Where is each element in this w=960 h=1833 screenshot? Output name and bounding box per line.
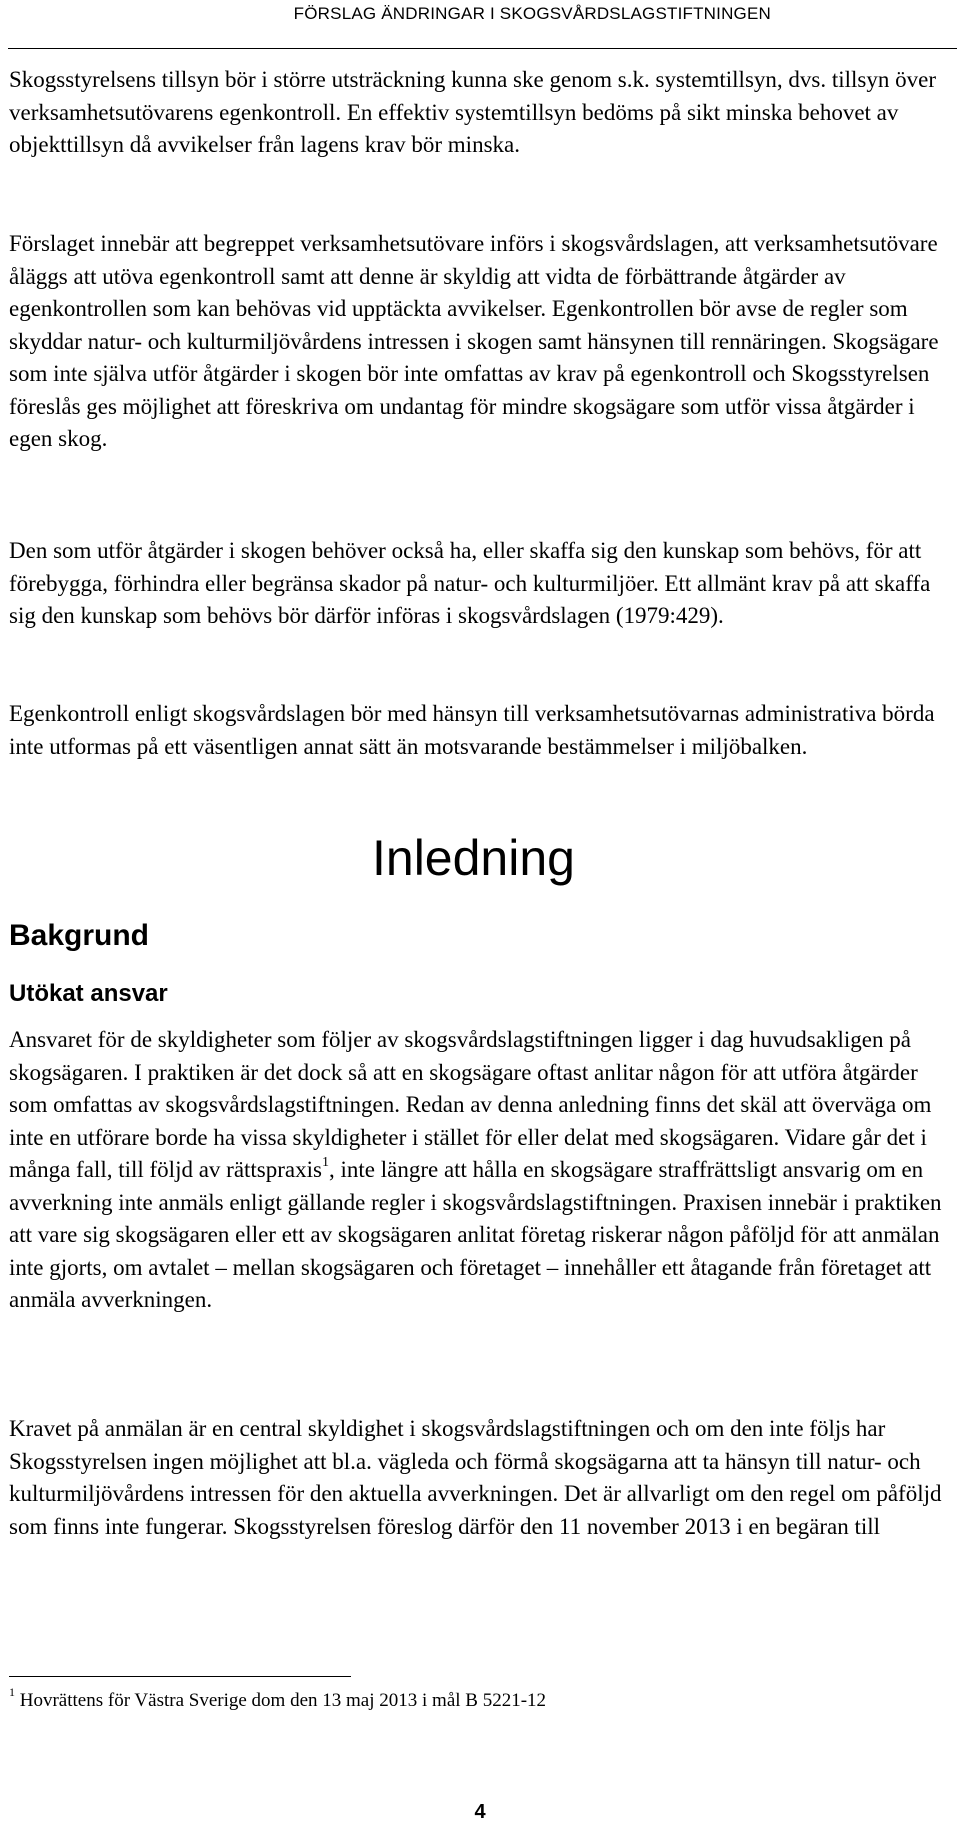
page-number: 4 bbox=[474, 1801, 486, 1823]
section-heading-bakgrund: Bakgrund bbox=[9, 919, 150, 952]
paragraph-systemtillsyn: Skogsstyrelsens tillsyn bör i större utsträckning kunna ske genom s.k. systemtillsyn, dvs. tillsyn över verksamhetsutövarens egenkontroll. En effektiv systemtillsyn bedöms på sikt minska behovet av objekttillsyn då avvikelser från lagens krav bör minska. bbox=[9, 67, 936, 157]
footnote-text: Hovrättens för Västra Sverige dom den 13 maj 2013 i mål B 5221-12 bbox=[19, 1690, 547, 1711]
paragraph-ansvaret bbox=[9, 1024, 954, 1317]
paragraph-egenkontroll: Egenkontroll enligt skogsvårdslagen bör med hänsyn till verksamhetsutövarnas administrativa börda inte utformas på ett väsentligen annat sätt än motsvarande bestämmelser i miljöbalken. bbox=[9, 701, 935, 759]
subsection-heading-utokat-ansvar: Utökat ansvar bbox=[9, 980, 168, 1007]
footnote bbox=[9, 1684, 909, 1714]
paragraph-kunskap: Den som utför åtgärder i skogen behöver också ha, eller skaffa sig den kunskap som behövs, för att förebygga, förhindra eller begränsa skador på natur- och kulturmiljöer. Ett allmänt krav på att skaffa sig den kunskap som behövs bör därför införas i skogsvårdslagen (1979:429). bbox=[9, 538, 931, 628]
paragraph-forslaget: Förslaget innebär att begreppet verksamhetsutövare införs i skogsvårdslagen, att verksamhetsutövare åläggs att utöva egenkontroll samt att denne är skyldig att vidta de förbättrande åtgärder av egenkontrollen som kan behövas vid upptäckta avvikelser. Egenkontrollen bör avse de regler som skyddar natur- och kulturmiljövårdens intressen i skogen samt hänsynen till rennäringen. Skogsägare som inte själva utför åtgärder i skogen bör inte omfattas av krav på egenkontroll och Skogsstyrelsen föreslås ges möjlighet att föreskriva om undantag för mindre skogsägare som utför vissa åtgärder i egen skog. bbox=[9, 231, 939, 451]
paragraph-ansvaret-part1: Ansvaret för de skyldigheter som följer av skogsvårdslagstiftningen ligger i dag huvudsakligen på skogsägaren. I praktiken är det dock så att en skogsägare oftast anlitar någon för att utföra åtgärder som omfattas av skogsvårdslagstiftningen. Redan av denna anledning finns det skäl att överväga om inte en utförare borde ha vissa skyldigheter i stället för eller delat med skogsägaren. Vidare går det i många fall, till följd av rättspraxis bbox=[9, 1027, 932, 1182]
section-heading-inledning: Inledning bbox=[372, 830, 575, 886]
paragraph-ansvaret-part2: , inte längre att hålla en skogsägare straffrättsligt ansvarig om en avverkning inte anmäls enligt gällande regler i skogsvårdslagstiftningen. Praxisen innebär i praktiken att vare sig skogsägaren eller ett av skogsägaren anlitat företag riskerar någon påföljd för att anmälan inte gjorts, om avtalet – mellan skogsägaren och företaget – innehåller ett åtagande från företaget att anmäla avverkningen. bbox=[9, 1157, 942, 1312]
footnote-divider bbox=[9, 1676, 351, 1677]
footnote-number: 1 bbox=[9, 1684, 15, 1699]
footnote-reference[interactable]: 1 bbox=[321, 1155, 329, 1171]
running-header: FÖRSLAG ÄNDRINGAR I SKOGSVÅRDSLAGSTIFTNINGEN bbox=[293, 4, 771, 23]
header-divider bbox=[8, 48, 957, 49]
paragraph-kravet-pa-anmalan: Kravet på anmälan är en central skyldighet i skogsvårdslagstiftningen och om den inte följs har Skogsstyrelsen ingen möjlighet att bl.a. vägleda och förmå skogsägarna att ta hänsyn till natur- och kulturmiljövårdens intressen för den aktuella avverkningen. Det är allvarligt om den regel om påföljd som finns inte fungerar. Skogsstyrelsen föreslog därför den 11 november 2013 i en begäran till bbox=[9, 1416, 942, 1539]
